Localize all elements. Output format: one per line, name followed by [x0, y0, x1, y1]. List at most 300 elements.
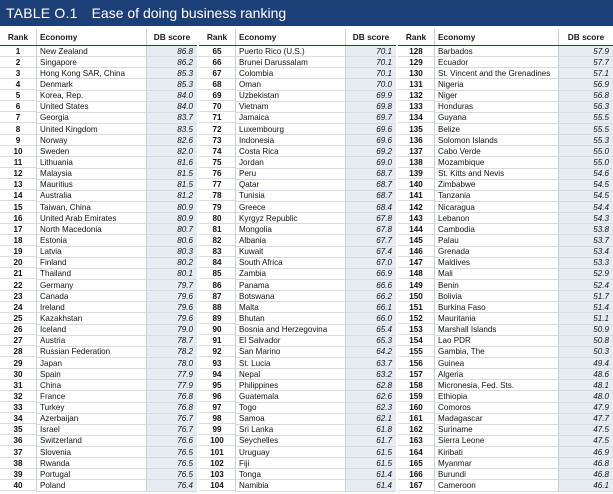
rank-cell: 78 — [199, 191, 235, 201]
rank-cell: 13 — [0, 180, 36, 190]
table-row — [199, 213, 396, 224]
rank-cell: 1 — [0, 47, 36, 57]
economy-cell: France — [36, 391, 147, 402]
table-row — [0, 302, 197, 313]
score-cell: 61.5 — [346, 447, 396, 458]
rank-cell: 2 — [0, 58, 36, 68]
table-row — [0, 258, 197, 269]
economy-cell: Mongolia — [235, 224, 346, 235]
score-cell: 46.8 — [559, 469, 613, 480]
economy-cell: Mali — [434, 269, 559, 280]
table-row — [199, 447, 396, 458]
rank-cell: 67 — [199, 69, 235, 79]
table-column-group — [199, 29, 396, 492]
economy-cell: Marshall Islands — [434, 325, 559, 336]
score-cell: 76.5 — [147, 458, 197, 469]
economy-cell: Guatemala — [235, 391, 346, 402]
economy-cell: Zimbabwe — [434, 180, 559, 191]
economy-cell: Comoros — [434, 403, 559, 414]
rank-cell: 101 — [199, 448, 235, 458]
score-cell: 52.9 — [559, 269, 613, 280]
rank-cell: 128 — [398, 47, 434, 57]
economy-cell: St. Kitts and Nevis — [434, 169, 559, 180]
economy-cell: Maldives — [434, 258, 559, 269]
table-row — [398, 247, 613, 258]
score-cell: 66.0 — [346, 313, 396, 324]
score-cell: 70.0 — [346, 79, 396, 90]
rank-cell: 103 — [199, 470, 235, 480]
rank-cell: 137 — [398, 147, 434, 157]
table-row — [199, 157, 396, 168]
table-row — [0, 436, 197, 447]
table-row — [0, 403, 197, 414]
score-cell: 61.5 — [346, 458, 396, 469]
table-row — [0, 113, 197, 124]
table-row — [199, 469, 396, 480]
table-row — [199, 436, 396, 447]
table-row — [199, 91, 396, 102]
table-row — [398, 135, 613, 146]
score-cell: 52.4 — [559, 280, 613, 291]
rank-cell: 26 — [0, 325, 36, 335]
economy-cell: Cameroon — [434, 480, 559, 491]
table-row — [199, 458, 396, 469]
score-cell: 86.2 — [147, 57, 197, 68]
table-row — [199, 391, 396, 402]
rank-cell: 82 — [199, 236, 235, 246]
score-cell: 55.0 — [559, 146, 613, 157]
rank-cell: 134 — [398, 113, 434, 123]
economy-cell: Poland — [36, 480, 147, 491]
rank-cell: 31 — [0, 381, 36, 391]
ranking-table — [0, 29, 613, 492]
score-cell: 85.3 — [147, 68, 197, 79]
score-cell: 76.5 — [147, 469, 197, 480]
table-row — [0, 425, 197, 436]
score-cell: 77.9 — [147, 369, 197, 380]
economy-cell: Lao PDR — [434, 336, 559, 347]
rank-cell: 147 — [398, 258, 434, 268]
economy-cell: Togo — [235, 403, 346, 414]
table-row — [199, 480, 396, 491]
rank-cell: 95 — [199, 381, 235, 391]
rank-cell: 167 — [398, 481, 434, 491]
score-cell: 54.5 — [559, 180, 613, 191]
score-cell: 76.5 — [147, 447, 197, 458]
table-column-group — [398, 29, 613, 492]
table-row — [398, 302, 613, 313]
economy-cell: Ethiopia — [434, 391, 559, 402]
economy-cell: New Zealand — [36, 46, 147, 57]
table-row — [0, 180, 197, 191]
table-row — [0, 213, 197, 224]
rank-cell: 99 — [199, 425, 235, 435]
score-cell: 66.9 — [346, 269, 396, 280]
table-number: TABLE O.1 — [6, 5, 78, 21]
rank-cell: 68 — [199, 80, 235, 90]
table-row — [0, 124, 197, 135]
table-row — [0, 280, 197, 291]
score-cell: 70.1 — [346, 68, 396, 79]
rank-cell: 90 — [199, 325, 235, 335]
economy-cell: Gambia, The — [434, 347, 559, 358]
score-cell: 69.6 — [346, 124, 396, 135]
score-cell: 80.9 — [147, 213, 197, 224]
economy-cell: Turkey — [36, 403, 147, 414]
score-cell: 47.5 — [559, 436, 613, 447]
score-cell: 77.9 — [147, 380, 197, 391]
table-row — [199, 169, 396, 180]
rank-cell: 135 — [398, 125, 434, 135]
rank-cell: 141 — [398, 191, 434, 201]
table-row — [0, 313, 197, 324]
rank-header: Rank — [206, 32, 228, 42]
score-cell: 70.1 — [346, 57, 396, 68]
economy-cell: Zambia — [235, 269, 346, 280]
rank-cell: 19 — [0, 247, 36, 257]
table-row — [398, 68, 613, 79]
rank-cell: 97 — [199, 403, 235, 413]
table-row — [398, 369, 613, 380]
table-row — [0, 391, 197, 402]
table-row — [398, 102, 613, 113]
economy-cell: St. Vincent and the Grenadines — [434, 68, 559, 79]
score-cell: 46.1 — [559, 480, 613, 491]
score-cell: 61.8 — [346, 425, 396, 436]
rank-cell: 163 — [398, 436, 434, 446]
economy-cell: Latvia — [36, 247, 147, 258]
table-title — [0, 0, 613, 26]
score-cell: 51.1 — [559, 313, 613, 324]
table-row — [199, 79, 396, 90]
score-cell: 65.4 — [346, 325, 396, 336]
score-cell: 66.6 — [346, 280, 396, 291]
rank-cell: 27 — [0, 336, 36, 346]
score-cell: 67.7 — [346, 235, 396, 246]
rank-cell: 87 — [199, 292, 235, 302]
table-row — [199, 425, 396, 436]
score-cell: 64.2 — [346, 347, 396, 358]
table-row — [398, 447, 613, 458]
score-cell: 53.3 — [559, 258, 613, 269]
table-row — [398, 469, 613, 480]
rank-cell: 3 — [0, 69, 36, 79]
table-row — [199, 102, 396, 113]
economy-cell: Canada — [36, 291, 147, 302]
economy-cell: Ireland — [36, 302, 147, 313]
score-cell: 69.0 — [346, 157, 396, 168]
score-cell: 61.7 — [346, 436, 396, 447]
score-cell: 79.6 — [147, 313, 197, 324]
economy-cell: Lebanon — [434, 213, 559, 224]
table-row — [0, 169, 197, 180]
rank-cell: 25 — [0, 314, 36, 324]
rank-cell: 65 — [199, 47, 235, 57]
score-cell: 55.0 — [559, 157, 613, 168]
rank-cell: 12 — [0, 169, 36, 179]
economy-cell: Japan — [36, 358, 147, 369]
rank-cell: 165 — [398, 459, 434, 469]
economy-cell: Australia — [36, 191, 147, 202]
score-cell: 50.3 — [559, 347, 613, 358]
table-row — [0, 224, 197, 235]
rank-cell: 129 — [398, 58, 434, 68]
rank-cell: 14 — [0, 191, 36, 201]
table-row — [398, 169, 613, 180]
rank-cell: 131 — [398, 80, 434, 90]
economy-cell: Jamaica — [235, 113, 346, 124]
rank-cell: 157 — [398, 370, 434, 380]
table-row — [0, 347, 197, 358]
table-row — [398, 79, 613, 90]
economy-cell: Kiribati — [434, 447, 559, 458]
economy-cell: Mauritania — [434, 313, 559, 324]
rank-cell: 140 — [398, 180, 434, 190]
table-row — [398, 458, 613, 469]
economy-cell: Guinea — [434, 358, 559, 369]
table-row — [199, 191, 396, 202]
economy-cell: Benin — [434, 280, 559, 291]
economy-cell: Guyana — [434, 113, 559, 124]
economy-cell: Samoa — [235, 414, 346, 425]
score-cell: 49.4 — [559, 358, 613, 369]
table-row — [398, 57, 613, 68]
table-row — [0, 157, 197, 168]
table-row — [0, 46, 197, 57]
economy-cell: Myanmar — [434, 458, 559, 469]
economy-cell: Niger — [434, 91, 559, 102]
table-row — [0, 191, 197, 202]
score-cell: 80.7 — [147, 224, 197, 235]
table-row — [199, 202, 396, 213]
economy-cell: Algeria — [434, 369, 559, 380]
score-cell: 53.8 — [559, 224, 613, 235]
score-cell: 76.7 — [147, 425, 197, 436]
economy-cell: Puerto Rico (U.S.) — [235, 46, 346, 57]
rank-cell: 76 — [199, 169, 235, 179]
economy-cell: Nigeria — [434, 79, 559, 90]
economy-cell: Sweden — [36, 146, 147, 157]
table-row — [0, 68, 197, 79]
table-row — [199, 313, 396, 324]
economy-cell: Colombia — [235, 68, 346, 79]
economy-header: Economy — [36, 29, 147, 45]
economy-cell: North Macedonia — [36, 224, 147, 235]
table-row — [199, 180, 396, 191]
economy-header: Economy — [235, 29, 346, 45]
score-cell: 81.6 — [147, 157, 197, 168]
table-row — [398, 269, 613, 280]
table-row — [199, 325, 396, 336]
score-cell: 51.7 — [559, 291, 613, 302]
rank-cell: 4 — [0, 80, 36, 90]
rank-cell: 74 — [199, 147, 235, 157]
economy-cell: Costa Rica — [235, 146, 346, 157]
score-cell: 69.7 — [346, 113, 396, 124]
score-cell: 83.5 — [147, 124, 197, 135]
rank-cell: 35 — [0, 425, 36, 435]
table-row — [398, 157, 613, 168]
economy-cell: Singapore — [36, 57, 147, 68]
rank-cell: 152 — [398, 314, 434, 324]
score-cell: 48.1 — [559, 380, 613, 391]
rank-cell: 66 — [199, 58, 235, 68]
economy-cell: Suriname — [434, 425, 559, 436]
table-row — [0, 135, 197, 146]
table-row — [398, 280, 613, 291]
table-row — [398, 414, 613, 425]
score-cell: 57.1 — [559, 68, 613, 79]
score-cell: 54.4 — [559, 202, 613, 213]
economy-cell: Luxembourg — [235, 124, 346, 135]
rank-cell: 29 — [0, 359, 36, 369]
score-cell: 67.0 — [346, 258, 396, 269]
economy-cell: Indonesia — [235, 135, 346, 146]
economy-cell: Oman — [235, 79, 346, 90]
table-row — [199, 146, 396, 157]
table-column-group — [0, 29, 197, 492]
rank-cell: 17 — [0, 225, 36, 235]
economy-cell: United Kingdom — [36, 124, 147, 135]
table-row — [398, 202, 613, 213]
rank-cell: 24 — [0, 303, 36, 313]
rank-cell: 73 — [199, 136, 235, 146]
table-row — [199, 135, 396, 146]
score-cell: 81.5 — [147, 169, 197, 180]
score-cell: 57.7 — [559, 57, 613, 68]
economy-cell: Finland — [36, 258, 147, 269]
rank-cell: 70 — [199, 102, 235, 112]
table-row — [398, 91, 613, 102]
score-cell: 78.2 — [147, 347, 197, 358]
table-row — [398, 180, 613, 191]
rank-cell: 23 — [0, 292, 36, 302]
rank-cell: 22 — [0, 281, 36, 291]
rank-cell: 146 — [398, 247, 434, 257]
economy-cell: Portugal — [36, 469, 147, 480]
economy-cell: Spain — [36, 369, 147, 380]
economy-cell: Botswana — [235, 291, 346, 302]
score-cell: 68.7 — [346, 169, 396, 180]
table-row — [0, 146, 197, 157]
score-cell: 62.8 — [346, 380, 396, 391]
table-row — [398, 380, 613, 391]
economy-cell: Burkina Faso — [434, 302, 559, 313]
score-cell: 53.7 — [559, 235, 613, 246]
rank-cell: 132 — [398, 91, 434, 101]
rank-cell: 162 — [398, 425, 434, 435]
economy-cell: Namibia — [235, 480, 346, 491]
rank-cell: 30 — [0, 370, 36, 380]
economy-cell: Azerbaijan — [36, 414, 147, 425]
rank-cell: 156 — [398, 359, 434, 369]
score-cell: 56.3 — [559, 102, 613, 113]
economy-cell: Sierra Leone — [434, 436, 559, 447]
rank-cell: 164 — [398, 448, 434, 458]
score-cell: 81.5 — [147, 180, 197, 191]
table-row — [398, 313, 613, 324]
score-cell: 50.8 — [559, 336, 613, 347]
table-row — [199, 280, 396, 291]
rank-cell: 69 — [199, 91, 235, 101]
table-caption: Ease of doing business ranking — [91, 5, 287, 21]
rank-cell: 89 — [199, 314, 235, 324]
rank-cell: 155 — [398, 347, 434, 357]
table-header — [398, 29, 613, 46]
score-cell: 68.7 — [346, 180, 396, 191]
rank-cell: 79 — [199, 203, 235, 213]
score-cell: 47.7 — [559, 414, 613, 425]
rank-cell: 77 — [199, 180, 235, 190]
score-cell: 67.8 — [346, 213, 396, 224]
economy-cell: Brunei Darussalam — [235, 57, 346, 68]
score-cell: 80.3 — [147, 247, 197, 258]
score-cell: 69.8 — [346, 102, 396, 113]
economy-cell: Fiji — [235, 458, 346, 469]
economy-cell: Uzbekistan — [235, 91, 346, 102]
economy-cell: United Arab Emirates — [36, 213, 147, 224]
score-cell: 82.6 — [147, 135, 197, 146]
economy-cell: Denmark — [36, 79, 147, 90]
score-cell: 66.2 — [346, 291, 396, 302]
economy-cell: Nepal — [235, 369, 346, 380]
rank-cell: 80 — [199, 214, 235, 224]
table-row — [398, 325, 613, 336]
economy-cell: Micronesia, Fed. Sts. — [434, 380, 559, 391]
economy-cell: Greece — [235, 202, 346, 213]
rank-cell: 133 — [398, 102, 434, 112]
economy-cell: Tonga — [235, 469, 346, 480]
economy-cell: Russian Federation — [36, 347, 147, 358]
rank-cell: 136 — [398, 136, 434, 146]
table-row — [398, 235, 613, 246]
table-row — [398, 113, 613, 124]
rank-cell: 21 — [0, 269, 36, 279]
rank-cell: 5 — [0, 91, 36, 101]
score-cell: 80.9 — [147, 202, 197, 213]
table-row — [398, 124, 613, 135]
score-cell: 81.2 — [147, 191, 197, 202]
table-header — [199, 29, 396, 46]
table-row — [398, 336, 613, 347]
table-row — [0, 369, 197, 380]
table-header — [0, 29, 197, 46]
rank-cell: 28 — [0, 347, 36, 357]
economy-cell: Cambodia — [434, 224, 559, 235]
score-cell: 62.1 — [346, 414, 396, 425]
table-row — [0, 91, 197, 102]
table-row — [199, 224, 396, 235]
table-row — [398, 258, 613, 269]
economy-cell: Nicaragua — [434, 202, 559, 213]
table-row — [0, 102, 197, 113]
economy-cell: Germany — [36, 280, 147, 291]
score-cell: 80.1 — [147, 269, 197, 280]
rank-cell: 84 — [199, 258, 235, 268]
score-cell: 69.2 — [346, 146, 396, 157]
score-cell: 46.8 — [559, 458, 613, 469]
score-cell: 48.0 — [559, 391, 613, 402]
score-cell: 55.5 — [559, 113, 613, 124]
economy-cell: Seychelles — [235, 436, 346, 447]
table-row — [199, 68, 396, 79]
table-row — [0, 458, 197, 469]
economy-cell: Mauritius — [36, 180, 147, 191]
table-row — [0, 291, 197, 302]
rank-cell: 98 — [199, 414, 235, 424]
score-cell: 86.8 — [147, 46, 197, 57]
rank-cell: 149 — [398, 281, 434, 291]
